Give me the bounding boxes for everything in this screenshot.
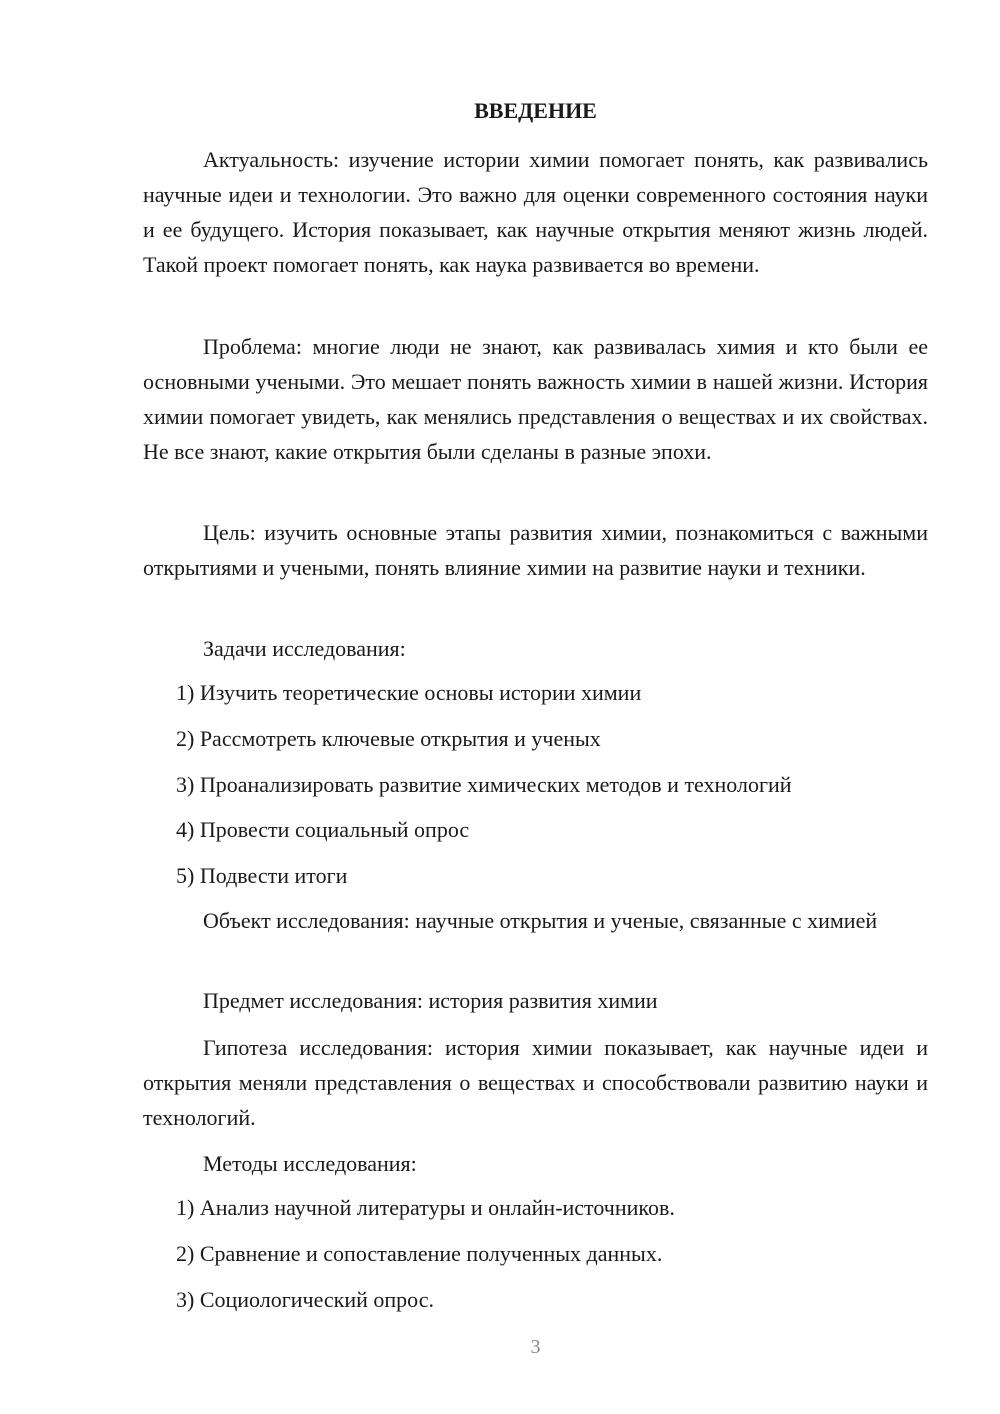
- subject-paragraph: Предмет исследования: история развития химии: [203, 988, 658, 1013]
- relevance-paragraph: Актуальность: изучение истории химии помогает понять, как развивались научные идеи и технологии. Это важно для оценки современного состояния науки и ее будущего. История показывает, как научные открытия меняют жизнь людей. Такой проект помогает понять, как наука развивается во времени.: [143, 147, 928, 277]
- document-page: [143, 0, 928, 1414]
- method-item: 2) Сравнение и сопоставление полученных данных.: [176, 1241, 663, 1266]
- tasks-heading: Задачи исследования:: [203, 636, 406, 661]
- object-paragraph: Объект исследования: научные открытия и ученые, связанные с химией: [203, 908, 878, 933]
- page-title: ВВЕДЕНИЕ: [474, 98, 597, 123]
- method-item: 1) Анализ научной литературы и онлайн-источников.: [176, 1195, 675, 1220]
- problem-paragraph: Проблема: многие люди не знают, как развивалась химия и кто были ее основными учеными. Это мешает понять важность химии в нашей жизни. История химии помогает увидеть, как менялись представления о веществах и их свойствах. Не все знают, какие открытия были сделаны в разные эпохи.: [143, 334, 928, 464]
- task-item: 2) Рассмотреть ключевые открытия и ученых: [176, 726, 601, 751]
- hypothesis-paragraph: Гипотеза исследования: история химии показывает, как научные идеи и открытия меняли представления о веществах и способствовали развитию науки и технологий.: [143, 1035, 928, 1130]
- task-item: 1) Изучить теоретические основы истории химии: [176, 680, 642, 705]
- task-item: 5) Подвести итоги: [176, 863, 348, 888]
- page-number: 3: [530, 1336, 541, 1358]
- method-item: 3) Социологический опрос.: [176, 1287, 434, 1312]
- task-item: 4) Провести социальный опрос: [176, 817, 470, 842]
- task-item: 3) Проанализировать развитие химических методов и технологий: [176, 772, 792, 797]
- methods-heading: Методы исследования:: [203, 1151, 417, 1176]
- goal-paragraph: Цель: изучить основные этапы развития химии, познакомиться с важными открытиями и учеными, понять влияние химии на развитие науки и техники.: [143, 520, 928, 580]
